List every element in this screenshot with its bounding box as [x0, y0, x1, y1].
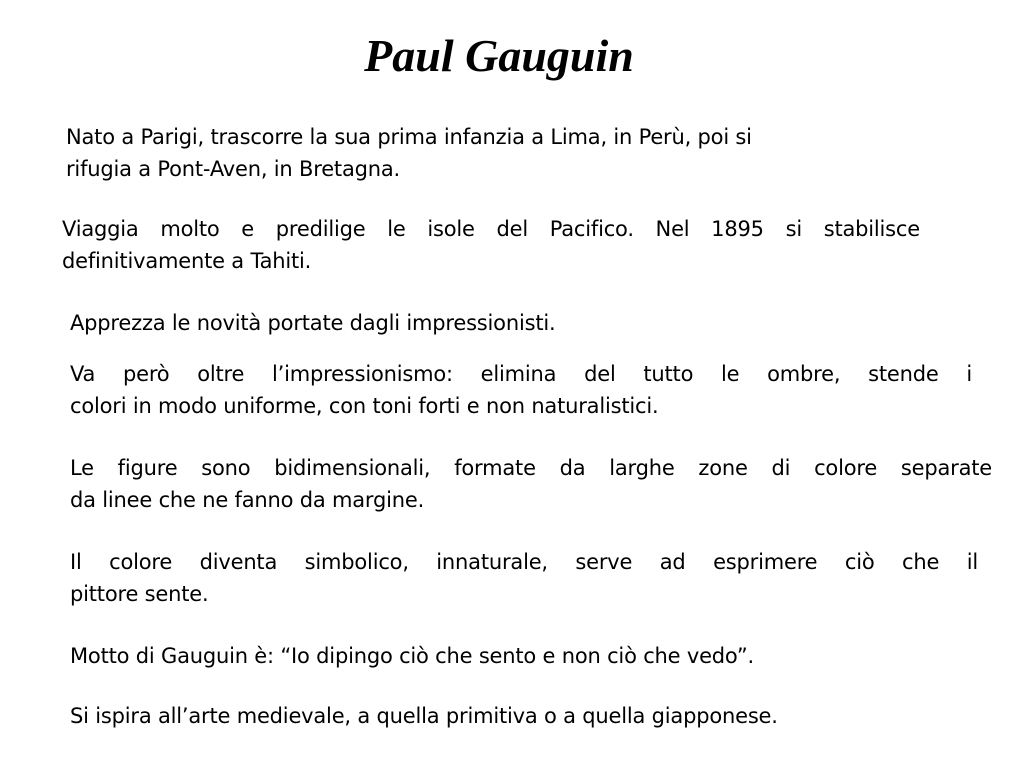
paragraph-impressionists: [70, 307, 555, 339]
paragraph-line: pittore sente.: [70, 582, 209, 606]
paragraph-line: Le figure sono bidimensionali, formate da larghe zone di colore separate: [70, 456, 992, 480]
paragraph-line: Nato a Parigi, trascorre la sua prima infanzia a Lima, in Perù, poi si: [66, 125, 752, 149]
paragraph-line: Apprezza le novità portate dagli impressionisti.: [70, 311, 556, 335]
paragraph-line: Va però oltre l’impressionismo: elimina del tutto le ombre, stende i: [70, 362, 972, 386]
paragraph-line: definitivamente a Tahiti.: [62, 249, 312, 273]
paragraph-line: Il colore diventa simbolico, innaturale, serve ad esprimere ciò che il: [70, 550, 978, 574]
paragraph-line: Viaggia molto e predilige le isole del Pacifico. Nel 1895 si stabilisce: [62, 217, 920, 241]
paragraph-birth: [66, 121, 752, 185]
paragraph-line: rifugia a Pont-Aven, in Bretagna.: [66, 157, 400, 181]
paragraph-inspiration: [70, 700, 778, 732]
paragraph-line: da linee che ne fanno da margine.: [70, 488, 425, 512]
paragraph-beyond-impressionism: [70, 358, 972, 422]
paragraph-line: colori in modo uniforme, con toni forti e non naturalistici.: [70, 394, 659, 418]
paragraph-figures: [70, 452, 992, 516]
paragraph-line: Motto di Gauguin è: “Io dipingo ciò che sento e non ciò che vedo”.: [70, 644, 754, 668]
paragraph-line: Si ispira all’arte medievale, a quella primitiva o a quella giapponese.: [70, 704, 778, 728]
slide-title: Paul Gauguin: [364, 30, 634, 81]
paragraph-motto: [70, 640, 754, 672]
paragraph-symbolic-color: [70, 546, 978, 610]
paragraph-travels: [62, 213, 920, 277]
